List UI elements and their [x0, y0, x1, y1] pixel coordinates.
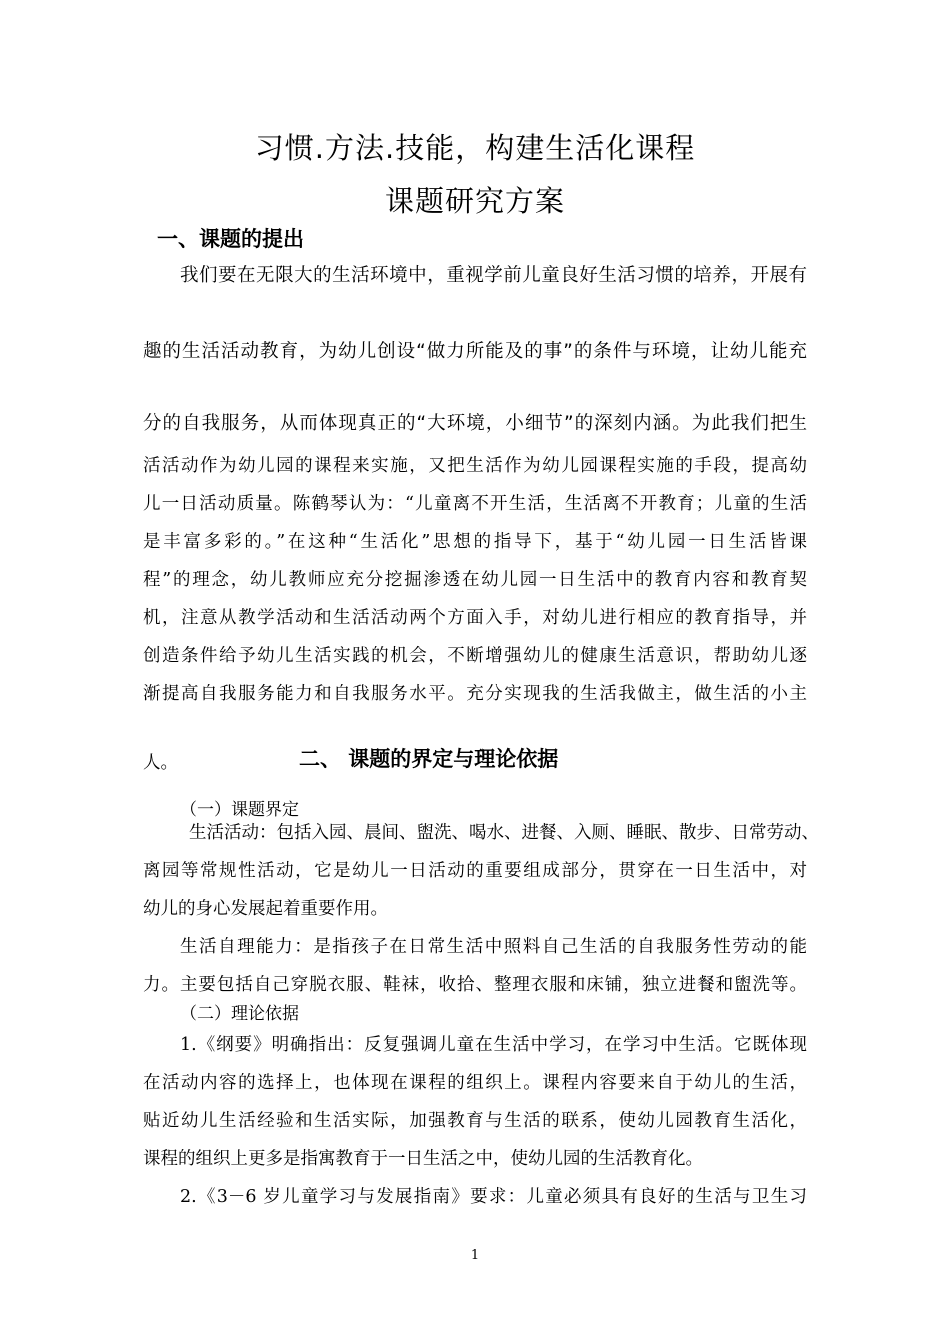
subsection-heading: （二）理论依据: [180, 1004, 299, 1024]
paragraph-line: 人。: [143, 753, 178, 773]
paragraph-line: 力。主要包括自己穿脱衣服、鞋袜，收拾、整理衣服和床铺，独立进餐和盥洗等。: [143, 975, 807, 995]
paragraph-line: 我们要在无限大的生活环境中，重视学前儿童良好生活习惯的培养，开展有: [180, 265, 807, 286]
paragraph-line: 程”的理念，幼儿教师应充分挖掘渗透在幼儿园一日生活中的教育内容和教育契: [143, 570, 807, 590]
paragraph-line: 离园等常规性活动，它是幼儿一日活动的重要组成部分，贯穿在一日生活中，对: [143, 861, 807, 881]
paragraph-line: 活活动作为幼儿园的课程来实施，又把生活作为幼儿园课程实施的手段，提高幼: [143, 456, 807, 476]
paragraph-line: 1.《纲要》明确指出：反复强调儿童在生活中学习，在学习中生活。它既体现: [180, 1035, 807, 1055]
section-heading-2: 二、 课题的界定与理论依据: [299, 747, 559, 771]
paragraph-line: 渐提高自我服务能力和自我服务水平。充分实现我的生活我做主，做生活的小主: [143, 684, 807, 704]
paragraph-line: 创造条件给予幼儿生活实践的机会，不断增强幼儿的健康生活意识，帮助幼儿逐: [143, 646, 807, 666]
subsection-heading: （一）课题界定: [180, 800, 299, 820]
paragraph-line: 儿一日活动质量。陈鹤琴认为：“儿童离不开生活，生活离不开教育；儿童的生活: [143, 494, 807, 514]
paragraph-line-part: 分的自我服务，从而体现真正的“大环境，小细节”的深刻内涵。为此我们把: [143, 413, 790, 434]
document-subtitle: 课题研究方案: [384, 184, 565, 218]
paragraph-line: 在活动内容的选择上，也体现在课程的组织上。课程内容要来自于幼儿的生活，: [143, 1073, 807, 1093]
paragraph-line: 是丰富多彩的。”在这种“生活化”思想的指导下，基于“幼儿园一日生活皆课: [143, 532, 807, 552]
document-title: 习惯.方法.技能，构建生活化课程: [254, 131, 696, 165]
paragraph-line: 机，注意从教学活动和生活活动两个方面入手，对幼儿进行相应的教育指导，并: [143, 608, 807, 628]
paragraph-line-part: 生: [789, 414, 807, 434]
section-heading-1: 一、课题的提出: [157, 227, 304, 251]
paragraph-line: 趣的生活活动教育，为幼儿创设“做力所能及的事”的条件与环境，让幼儿能充: [143, 341, 807, 362]
paragraph-line: 课程的组织上更多是指寓教育于一日生活之中，使幼儿园的生活教育化。: [143, 1149, 703, 1169]
paragraph-line: 生活活动：包括入园、晨间、盥洗、喝水、进餐、入厕、睡眠、散步、日常劳动、: [189, 823, 819, 843]
paragraph-line-mixed: [143, 409, 807, 438]
paragraph-line: 2.《3－6 岁儿童学习与发展指南》要求：儿童必须具有良好的生活与卫生习: [180, 1187, 807, 1207]
paragraph-line: 幼儿的身心发展起着重要作用。: [143, 899, 388, 919]
paragraph-line: 生活自理能力：是指孩子在日常生活中照料自己生活的自我服务性劳动的能: [180, 937, 807, 957]
paragraph-line: 贴近幼儿生活经验和生活实际，加强教育与生活的联系，使幼儿园教育生活化，: [143, 1111, 807, 1131]
page-number: 1: [470, 1248, 480, 1263]
